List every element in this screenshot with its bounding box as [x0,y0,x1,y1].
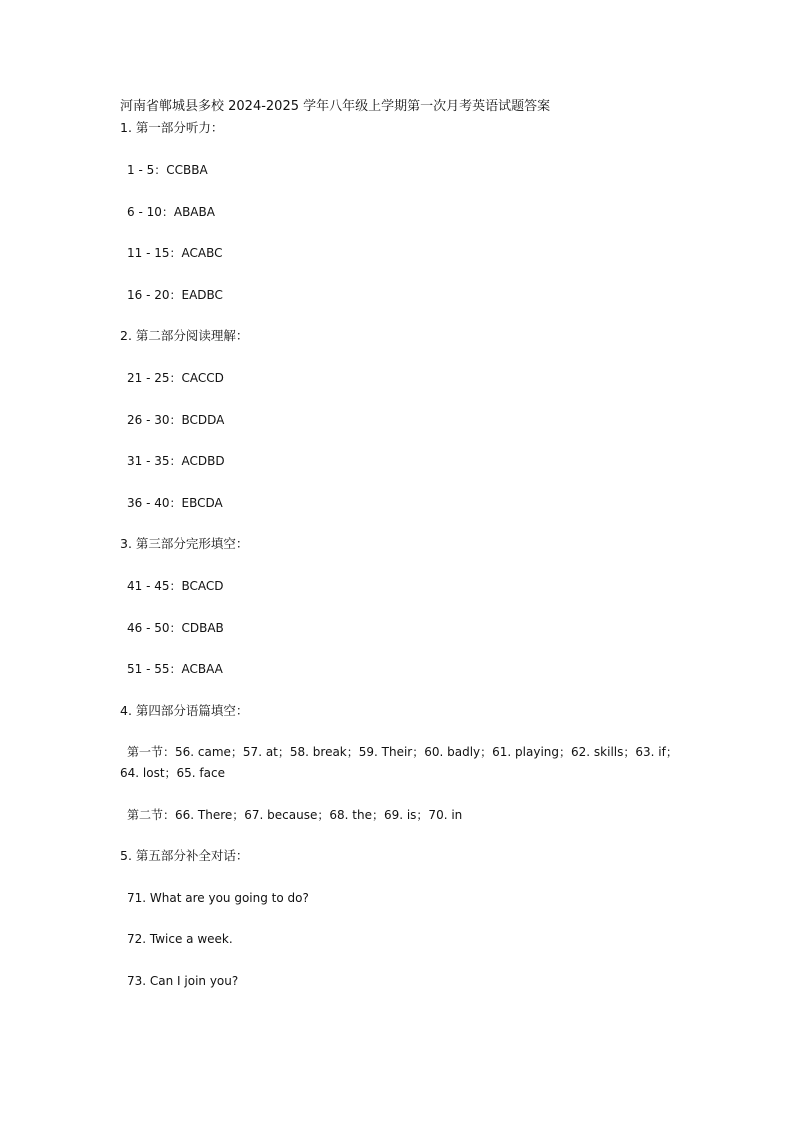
section-heading-cloze: 3. 第三部分完形填空： [120,536,249,551]
section-heading-dialogue: 5. 第五部分补全对话： [120,848,249,863]
answer-line: 73. Can I join you? [127,974,239,988]
section-heading-reading: 2. 第二部分阅读理解： [120,328,249,343]
answer-line: 36 - 40：EBCDA [127,496,223,510]
answer-line: 第二节：66. There；67. because；68. the；69. is；70. in [127,808,463,822]
answer-line: 16 - 20：EADBC [127,288,223,302]
answer-line: 71. What are you going to do? [127,891,309,905]
answer-line: 26 - 30：BCDDA [127,413,225,427]
answer-line: 6 - 10：ABABA [127,205,215,219]
answer-line: 1 - 5：CCBBA [127,163,208,177]
answer-line: 21 - 25：CACCD [127,371,224,385]
answer-line: 31 - 35：ACDBD [127,454,225,468]
document-title: 河南省郸城县多校 2024-2025 学年八年级上学期第一次月考英语试题答案 [120,99,551,114]
answer-line-continued: 64. lost；65. face [120,766,225,780]
section-heading-listening: 1. 第一部分听力： [120,120,224,135]
answer-line: 11 - 15：ACABC [127,246,223,260]
answer-line: 46 - 50：CDBAB [127,621,224,635]
answer-line: 72. Twice a week. [127,932,233,946]
answer-line: 51 - 55：ACBAA [127,662,223,676]
section-heading-text-fill: 4. 第四部分语篇填空： [120,703,249,718]
answer-line: 41 - 45：BCACD [127,579,224,593]
answer-line: 第一节：56. came；57. at；58. break；59. Their；60. badly；61. playing；62. skills；63. if； [127,745,678,759]
